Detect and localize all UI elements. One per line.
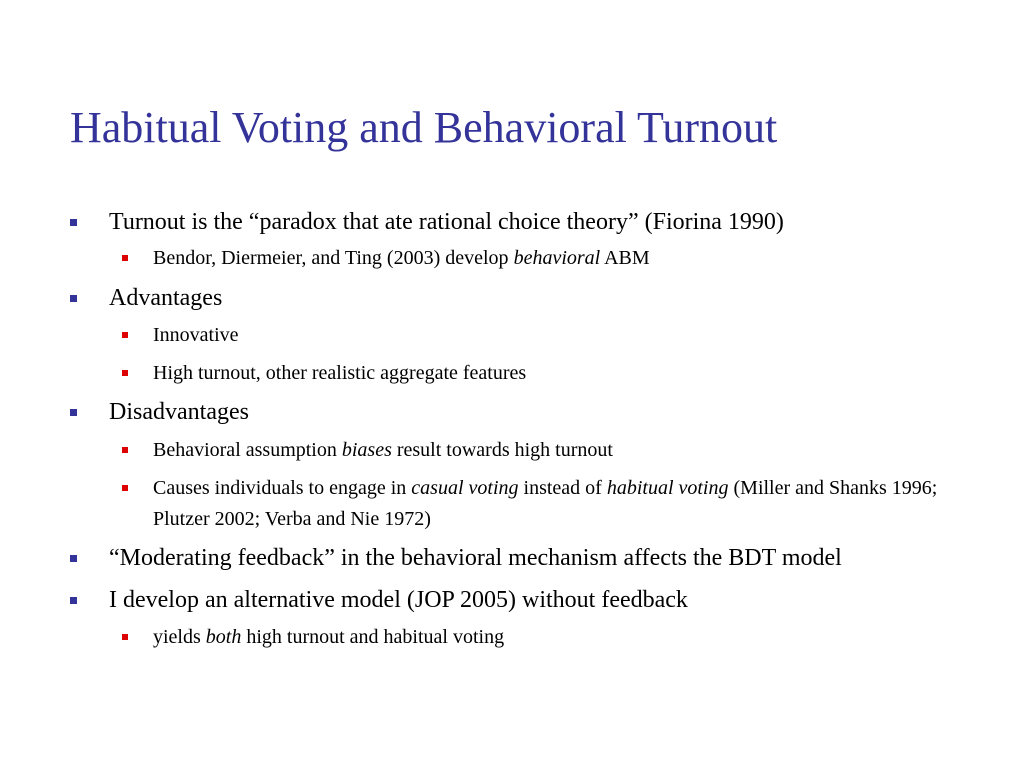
bullet-text	[109, 284, 1000, 312]
sub-bullet-text	[153, 622, 992, 653]
bullet-text-segment: ABM	[600, 247, 650, 269]
bullet-text-segment: (Miller and Shanks 1996; Plutzer 2002; Verba and Nie 1972)	[153, 477, 938, 530]
bullet-text-segment: Disadvantages	[109, 399, 249, 425]
bullet-text-segment: result towards high turnout	[391, 439, 613, 461]
slide-title: Habitual Voting and Behavioral Turnout	[70, 103, 778, 152]
sub-bullet-text	[153, 243, 992, 274]
sub-bullet-text	[153, 473, 992, 535]
square-bullet-icon	[122, 255, 128, 261]
bullet-text-emphasis: habitual voting	[606, 477, 729, 499]
square-bullet-icon	[122, 634, 128, 640]
sub-bullet-text	[153, 435, 992, 466]
bullet-text-segment: I develop an alternative model (JOP 2005) without feedback	[109, 587, 688, 613]
bullet-text-segment: “Moderating feedback” in the behavioral mechanism affects the BDT model	[109, 545, 842, 571]
bullet-text-emphasis: biases	[341, 439, 392, 461]
bullet-text	[109, 586, 1000, 614]
square-bullet-icon	[122, 332, 128, 338]
bullet-text-emphasis: casual voting	[411, 477, 519, 499]
bullet-text-segment: high turnout and habitual voting	[241, 626, 505, 648]
bullet-text	[109, 398, 1000, 426]
square-bullet-icon	[70, 295, 77, 302]
bullet-text-segment: Innovative	[153, 324, 239, 346]
bullet-text-segment: Turnout is the “paradox that ate rational choice theory” (Fiorina 1990)	[109, 209, 784, 235]
sub-bullet-text	[153, 358, 992, 389]
bullet-text-segment: Bendor, Diermeier, and Ting (2003) develop	[153, 247, 514, 269]
bullet-text-emphasis: behavioral	[513, 247, 601, 269]
bullet-text-segment: Causes individuals to engage in	[153, 477, 412, 499]
square-bullet-icon	[122, 485, 128, 491]
square-bullet-icon	[70, 555, 77, 562]
bullet-text	[109, 544, 1000, 572]
square-bullet-icon	[70, 219, 77, 226]
square-bullet-icon	[70, 597, 77, 604]
sub-bullet-text	[153, 320, 992, 351]
square-bullet-icon	[70, 409, 77, 416]
bullet-text-emphasis: both	[205, 626, 242, 648]
bullet-text-segment: High turnout, other realistic aggregate features	[153, 362, 527, 384]
bullet-text-segment: Behavioral assumption	[153, 439, 342, 461]
bullet-text	[109, 208, 1000, 236]
bullet-text-segment: Advantages	[109, 285, 223, 311]
square-bullet-icon	[122, 447, 128, 453]
square-bullet-icon	[122, 370, 128, 376]
bullet-text-segment: instead of	[518, 477, 607, 499]
bullet-text-segment: yields	[153, 626, 206, 648]
